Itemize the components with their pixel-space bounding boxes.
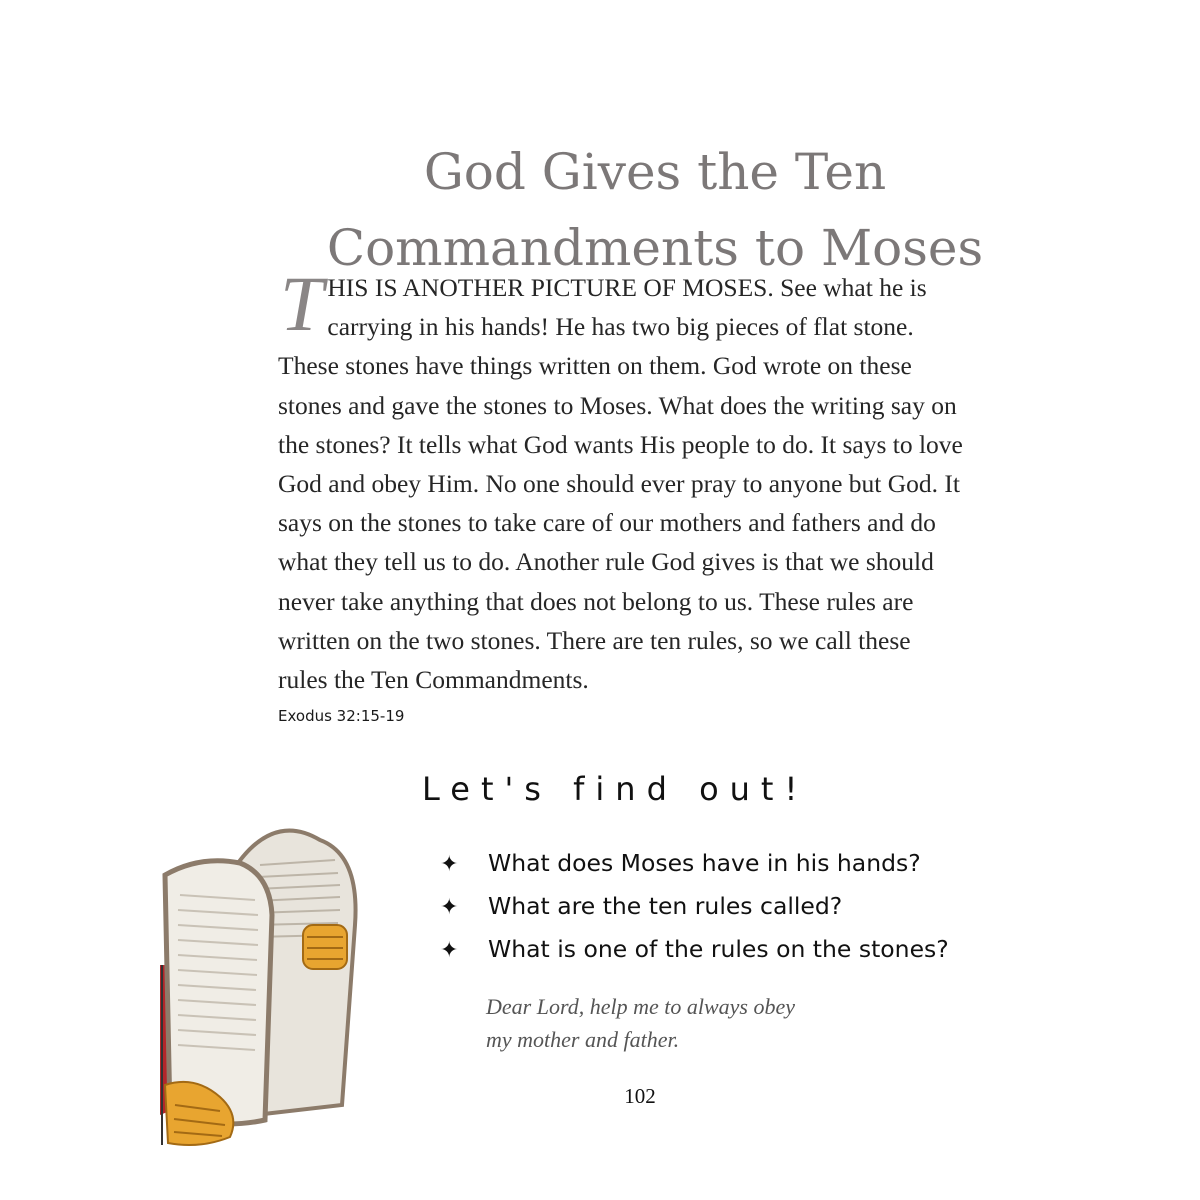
body-line: what they tell us to do. Another rule God gives is that we should xyxy=(278,547,934,577)
prayer xyxy=(486,990,795,1056)
list-item xyxy=(440,885,949,928)
question-text: What are the ten rules called? xyxy=(488,892,843,920)
right-hand-icon xyxy=(303,925,347,969)
drop-cap: T xyxy=(280,260,324,347)
prayer-line: Dear Lord, help me to always obey xyxy=(486,994,795,1019)
title-line-2: Commandments to Moses xyxy=(326,218,984,277)
stone-tablets-illustration xyxy=(160,815,360,1150)
star-bullet-icon: ✦ xyxy=(440,852,459,877)
body-line: These stones have things written on them. God wrote on these xyxy=(278,351,912,381)
body-line: the stones? It tells what God wants His people to do. It says to love xyxy=(278,429,963,459)
body-line: HIS IS ANOTHER PICTURE OF MOSES. See what he is xyxy=(327,273,927,302)
star-bullet-icon: ✦ xyxy=(440,938,459,963)
page-title xyxy=(300,134,1010,286)
prayer-line: my mother and father. xyxy=(486,1027,680,1052)
question-text: What is one of the rules on the stones? xyxy=(488,935,949,963)
story-text xyxy=(278,260,1038,699)
list-item xyxy=(440,928,949,971)
list-item xyxy=(440,842,949,885)
body-line: never take anything that does not belong to us. These rules are xyxy=(278,586,914,616)
body-line: written on the two stones. There are ten rules, so we call these xyxy=(278,625,911,655)
body-line: stones and gave the stones to Moses. What does the writing say on xyxy=(278,390,957,420)
star-bullet-icon: ✦ xyxy=(440,895,459,920)
lets-find-out-heading: Let's find out! xyxy=(422,770,809,808)
page-number: 102 xyxy=(624,1084,656,1108)
body-line: God and obey Him. No one should ever pray to anyone but God. It xyxy=(278,469,960,499)
question-list xyxy=(440,842,949,971)
question-text: What does Moses have in his hands? xyxy=(488,849,921,877)
title-line-1: God Gives the Ten xyxy=(423,142,887,201)
body-line: rules the Ten Commandments. xyxy=(278,665,589,695)
body-line: carrying in his hands! He has two big pieces of flat stone. xyxy=(327,312,914,342)
scripture-reference: Exodus 32:15-19 xyxy=(278,707,405,725)
body-line: says on the stones to take care of our mothers and fathers and do xyxy=(278,508,936,538)
